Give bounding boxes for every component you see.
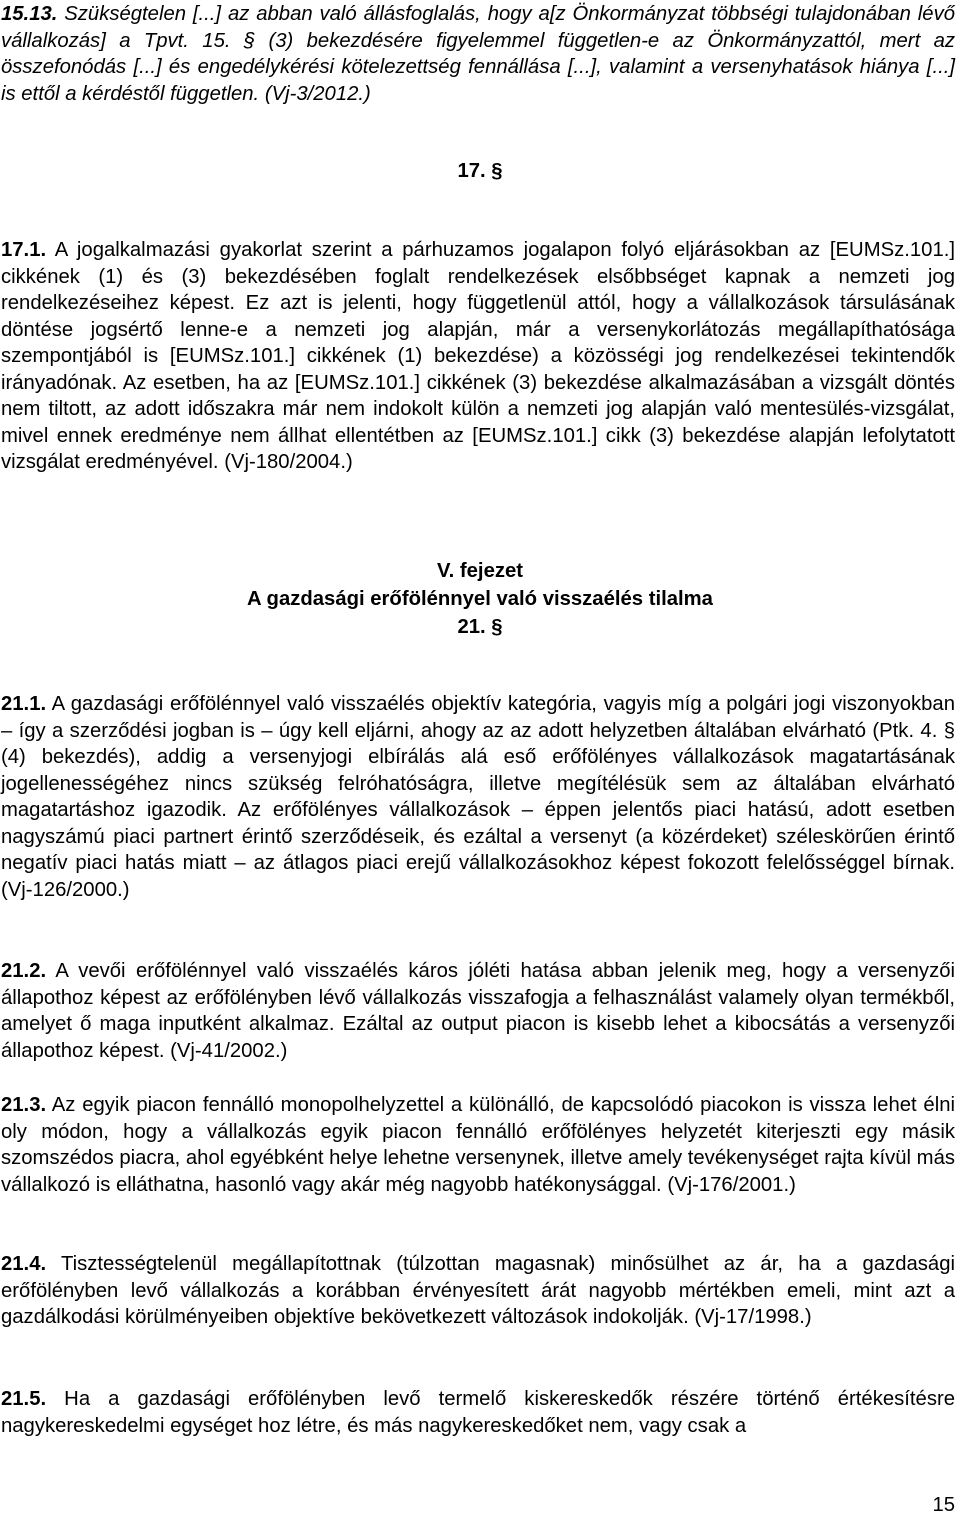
paragraph-number: 15.13. [1, 3, 58, 25]
paragraph-text: A gazdasági erőfölénnyel való visszaélés objektív kategória, vagyis míg a polgári jogi viszonyokban – így a szerződési jogban is – úgy kell eljárni, ahogy az az adott helyzetben általában elvárható (Ptk. 4. § (4) bekezdés), addig a versenyjogi elbírálás alá eső erőfölényes vállalkozások magatartásának jogellenességéhez nincs szükség felróhatóságra, illetve megítélésük sem az általában elvárható magatartáshoz igazodik. Az erőfölényes vállalkozások – éppen jelentős piaci hatású, adott esetben nagyszámú piaci partnert érintő szerződéseik, és ezáltal a versenyt (a közérdeket) széleskörűen érintő negatív piaci hatás miatt – az átlagos piaci erejű vállalkozásokhoz képest fokozott felelősséggel bírnak. (Vj-126/2000.) [1, 693, 955, 901]
paragraph-number: 21.2. [1, 960, 47, 982]
section-heading-17: 17. § [457, 160, 503, 182]
paragraph-number: 21.5. [1, 1388, 47, 1410]
paragraph-21-4 [1, 1251, 955, 1331]
section-heading-21: 21. § [457, 616, 503, 638]
paragraph-text: Szükségtelen [...] az abban való állásfoglalás, hogy a[z Önkormányzat többségi tulajdonában lévő vállalkozás] a Tpvt. 15. § (3) bekezdésére figyelemmel független-e az Önkormányzattól, mert az összefonódás [...] és engedélykérési kötelezettség fennállása [...], valamint a versenyhatások hiánya [...] is ettől a kérdéstől független. (Vj-3/2012.) [1, 3, 955, 105]
paragraph-number: 21.1. [1, 693, 47, 715]
paragraph-number: 21.3. [1, 1094, 47, 1116]
paragraph-text: Az egyik piacon fennálló monopolhelyzettel a különálló, de kapcsolódó piacokon is vissza lehet élni oly módon, hogy a vállalkozás egyik piacon fennálló erőfölényes helyzetét kiterjeszti egy másik szomszédos piacra, ahol egyébként helye lehetne versenynek, illetve amely tevékenységet rajta kívül más vállalkozó is elláthatna, hasonló vagy akár még nagyobb hatékonysággal. (Vj-176/2001.) [1, 1094, 955, 1196]
paragraph-21-5 [1, 1386, 955, 1439]
paragraph-number: 21.4. [1, 1253, 47, 1275]
page-number: 15 [932, 1494, 955, 1516]
paragraph-21-1 [1, 691, 955, 903]
paragraph-text: A vevői erőfölénnyel való visszaélés káros jóléti hatása abban jelenik meg, hogy a versenyzői állapothoz képest az erőfölényben lévő vállalkozás visszafogja a felhasználást valamely olyan termékből, amelyet ő maga inputként alkalmaz. Ezáltal az output piacon is kisebb lehet a kibocsátás a versenyzői állapothoz képest. (Vj-41/2002.) [1, 960, 955, 1062]
paragraph-15-13 [1, 1, 955, 107]
paragraph-text: Tisztességtelenül megállapítottnak (túlzottan magasnak) minősülhet az ár, ha a gazdasági erőfölényben levő vállalkozás a korábban érvényesített árát nagyobb mértékben emeli, mint azt a gazdálkodási körülményeiben objektíve bekövetkezett változások indokolják. (Vj-17/1998.) [1, 1253, 955, 1328]
paragraph-17-1 [1, 237, 955, 476]
chapter-title: A gazdasági erőfölénnyel való visszaélés tilalma [247, 588, 713, 610]
chapter-label: V. fejezet [436, 560, 524, 582]
paragraph-21-3 [1, 1092, 955, 1198]
paragraph-number: 17.1. [1, 239, 47, 261]
paragraph-text: A jogalkalmazási gyakorlat szerint a párhuzamos jogalapon folyó eljárásokban az [EUMSz.101.] cikkének (1) és (3) bekezdésében foglalt rendelkezések elsőbbséget kapnak a nemzeti jog rendelkezéseihez képest. Ez azt is jelenti, hogy függetlenül attól, hogy a vállalkozások társulásának döntése jogsértő lenne-e a nemzeti jog alapján, már a versenykorlátozás megállapíthatósága szempontjából is [EUMSz.101.] cikkének (1) bekezdése) a közösségi jog rendelkezései tekintendők irányadónak. Az esetben, ha az [EUMSz.101.] cikkének (3) bekezdése alkalmazásában a vizsgált döntés nem tiltott, az adott időszakra már nem indokolt külön a nemzeti jog alapján való mentesülés-vizsgálat, mivel ennek eredménye nem állhat ellentétben az [EUMSz.101.] cikk (3) bekezdése alapján lefolytatott vizsgálat eredményével. (Vj-180/2004.) [1, 239, 955, 473]
paragraph-text: Ha a gazdasági erőfölényben levő termelő kiskereskedők részére történő értékesítésre nagykereskedelmi egységet hoz létre, és más nagykereskedőket nem, vagy csak a [1, 1388, 955, 1437]
paragraph-21-2 [1, 958, 955, 1064]
